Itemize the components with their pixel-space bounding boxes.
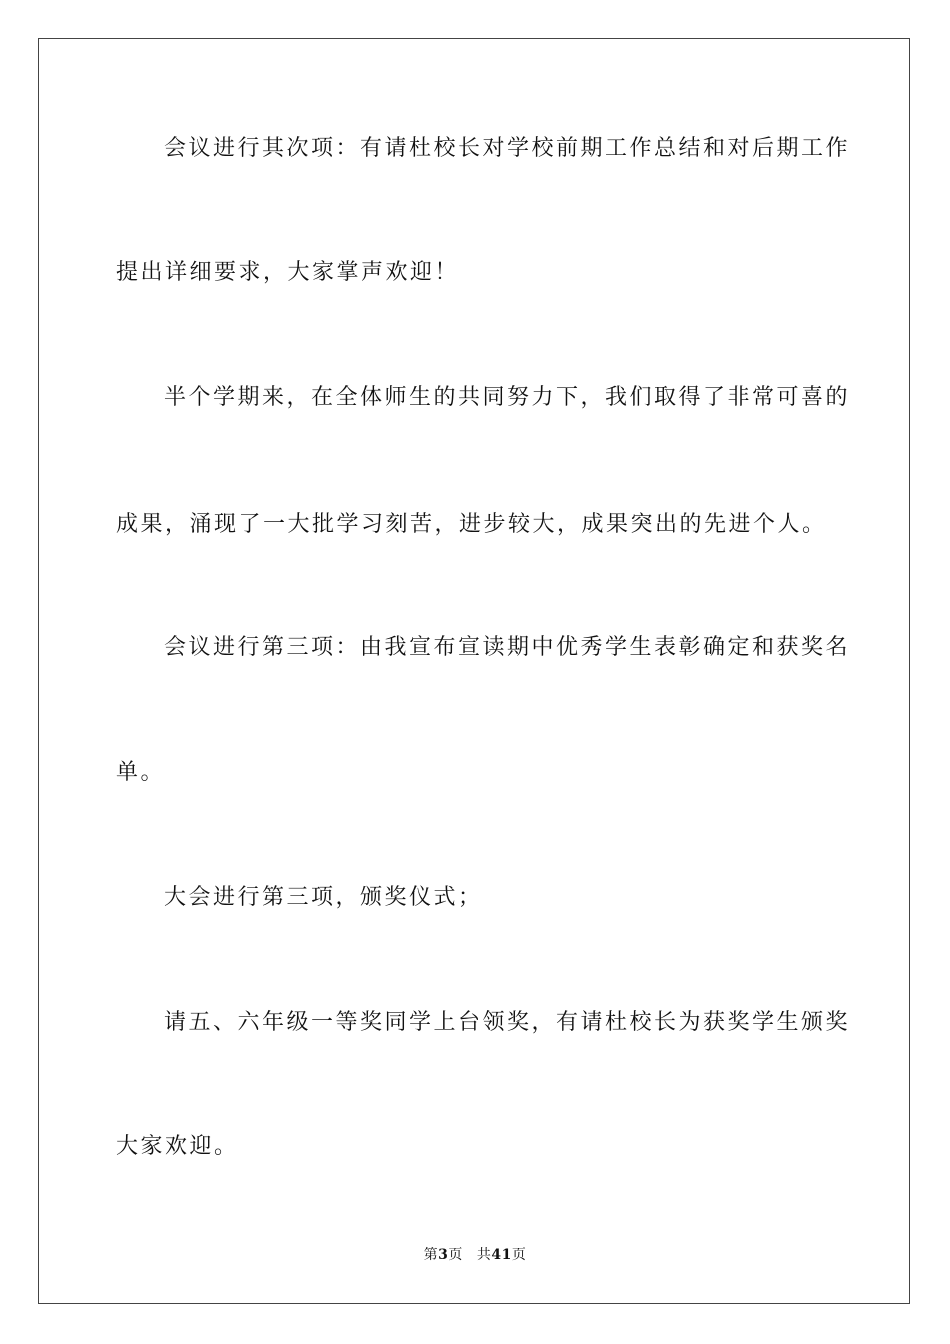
page-suffix: 页 <box>448 1247 463 1263</box>
paragraph-2-line-1: 半个学期来，在全体师生的共同努力下，我们取得了非常可喜的 <box>164 385 851 410</box>
paragraph-5-line-1: 请五、六年级一等奖同学上台领奖，有请杜校长为获奖学生颁奖 <box>164 1010 851 1035</box>
paragraph-1-line-2: 提出详细要求，大家掌声欢迎！ <box>116 260 460 285</box>
page-number: 3 <box>438 1247 449 1263</box>
paragraph-3-line-1: 会议进行第三项：由我宣布宣读期中优秀学生表彰确定和获奖名 <box>164 635 851 660</box>
paragraph-1-line-1: 会议进行其次项：有请杜校长对学校前期工作总结和对后期工作 <box>164 136 851 161</box>
paragraph-4-line-1: 大会进行第三项，颁奖仪式； <box>164 885 483 910</box>
paragraph-2-line-2: 成果，涌现了一大批学习刻苦，进步较大，成果突出的先进个人。 <box>116 512 827 537</box>
paragraph-5-line-2: 大家欢迎。 <box>116 1134 239 1159</box>
page-footer <box>0 1246 950 1264</box>
page-prefix: 第 <box>423 1247 439 1263</box>
paragraph-3-line-2: 单。 <box>116 760 166 785</box>
page-frame <box>38 38 910 1304</box>
total-prefix: 共 <box>476 1247 492 1263</box>
total-suffix: 页 <box>511 1247 527 1263</box>
total-pages: 41 <box>491 1247 512 1263</box>
